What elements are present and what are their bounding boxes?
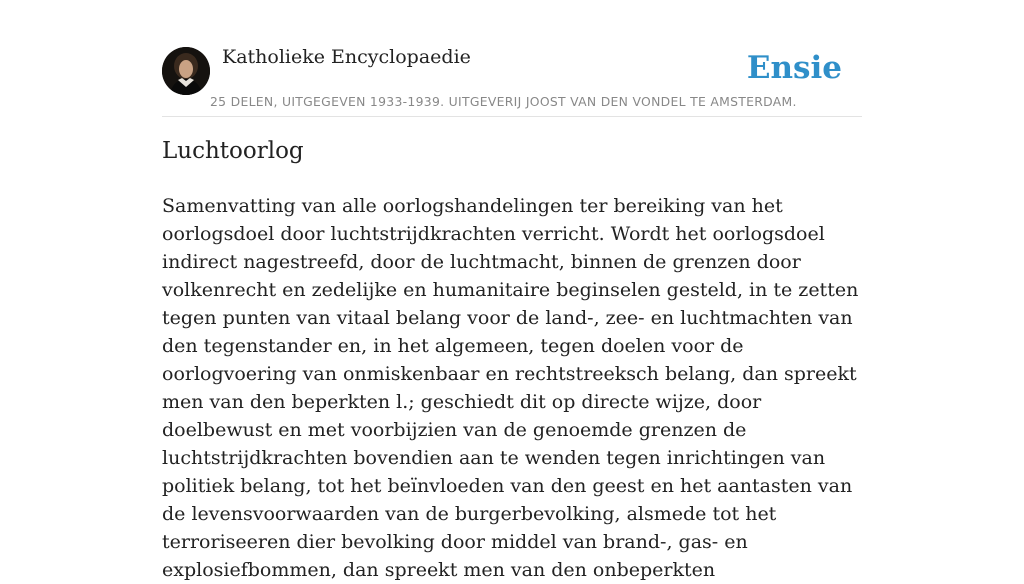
portrait-icon <box>162 47 210 95</box>
ensie-logo-link[interactable]: Ensie <box>746 50 842 86</box>
source-header <box>162 44 862 117</box>
article-title: Luchtoorlog <box>162 138 304 164</box>
source-avatar[interactable] <box>162 47 210 95</box>
article-body: Samenvatting van alle oorlogshandelingen ter bereiking van het oorlogsdoel door luchtstrijdkrachten verricht. Wordt het oorlogsdoel indirect nagestreefd, door de luchtmacht, binnen de grenzen door volkenrecht en zedelijke en humanitaire beginselen gesteld, in te zetten tegen punten van vitaal belang voor de land-, zee- en luchtmachten van den tegenstander en, in het algemeen, tegen doelen voor de oorlogvoering van onmiskenbaar en rechtstreeksch belang, dan spreekt men van den beperkten l.; geschiedt dit op directe wijze, door doelbewust en met voorbijzien van de genoemde grenzen de luchtstrijdkrachten bovendien aan te wenden tegen inrichtingen van politiek belang, tot het beïnvloeden van den geest en het aantasten van de levensvoorwaarden van de burgerbevolking, alsmede tot het terroriseeren dier bevolking door middel van brand-, gas- en explosiefbommen, dan spreekt men van den onbeperkten <box>162 195 859 581</box>
source-title[interactable]: Katholieke Encyclopaedie <box>222 46 471 68</box>
source-subtitle: 25 DELEN, UITGEGEVEN 1933-1939. UITGEVERIJ JOOST VAN DEN VONDEL TE AMSTERDAM. <box>210 94 797 109</box>
